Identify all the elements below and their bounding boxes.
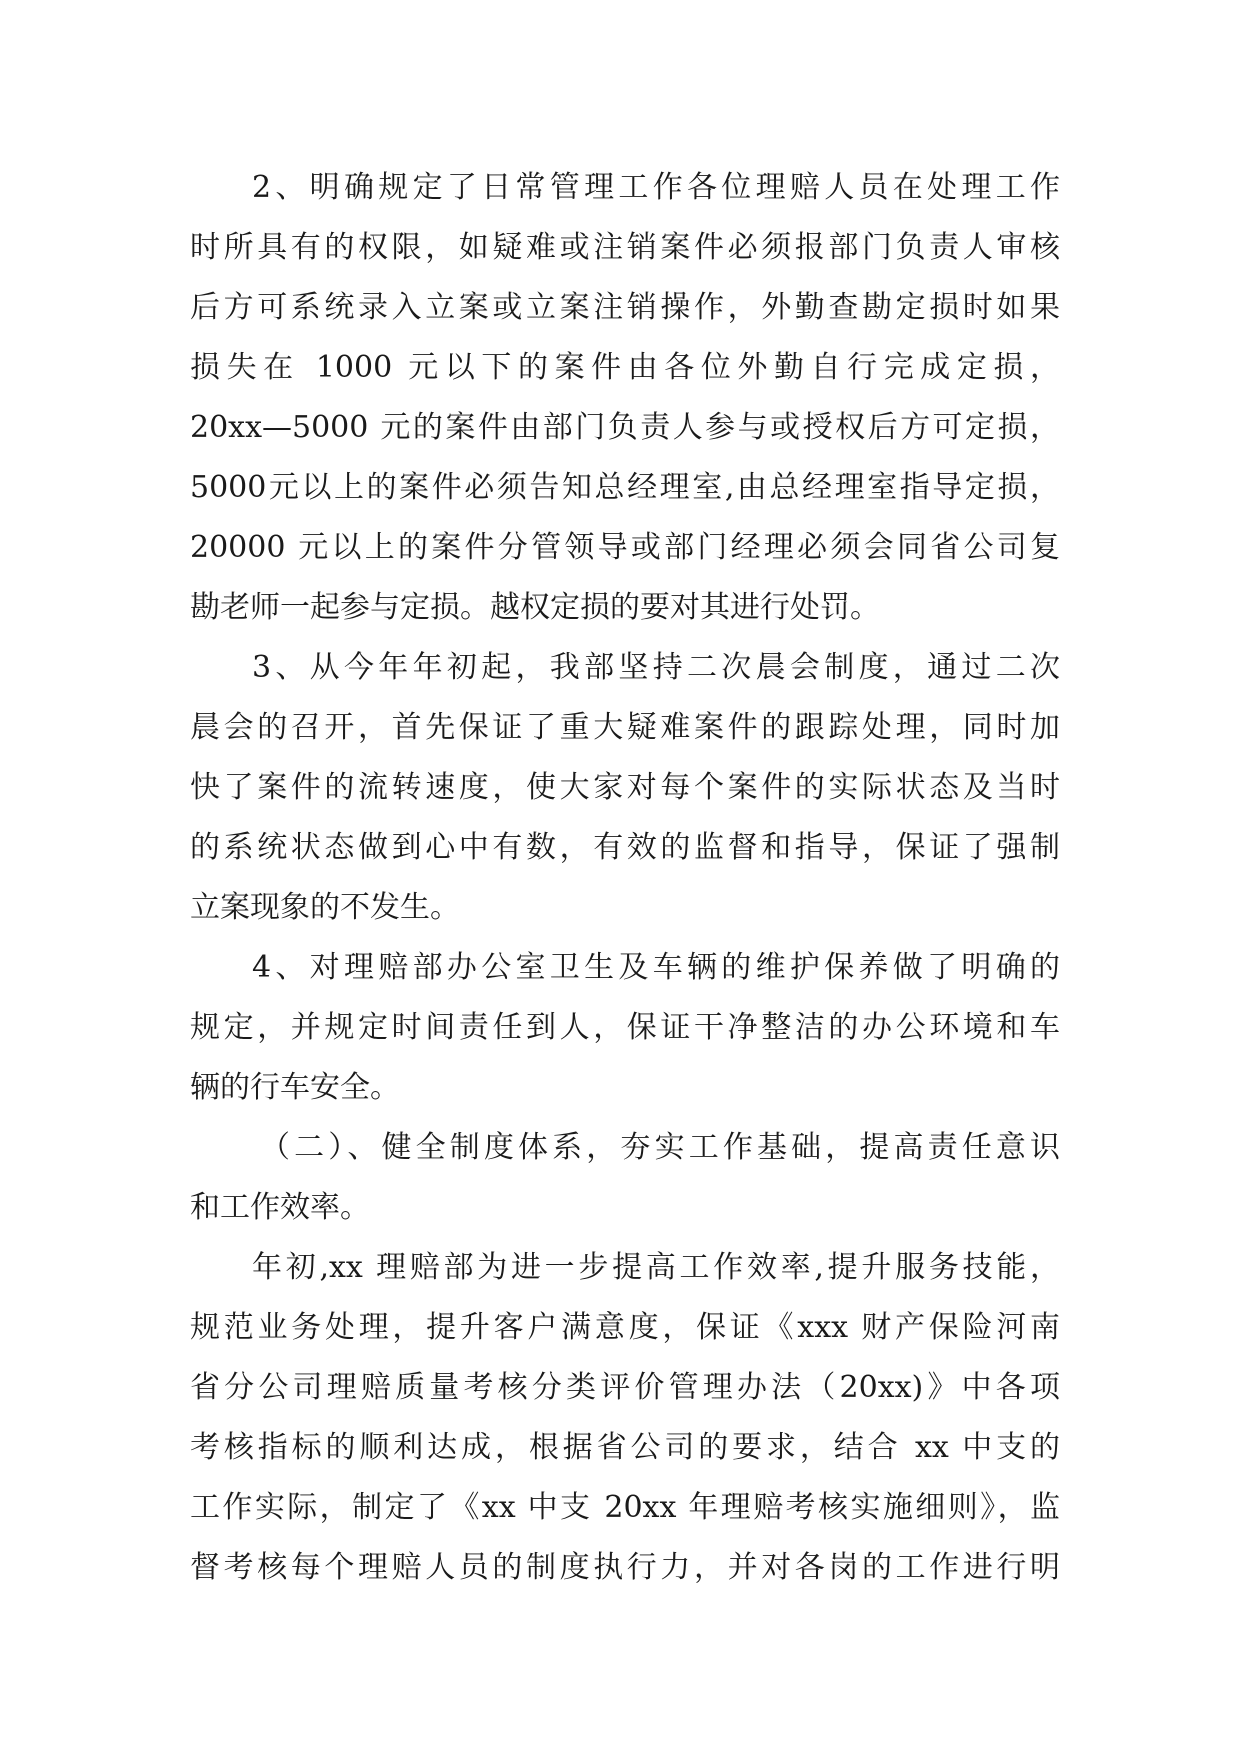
section-heading-cont: 和工作效率。 <box>190 1190 370 1225</box>
text-line: 损失在 1000 元以下的案件由各位外勤自行完成定损， <box>190 350 1060 385</box>
section-heading: （二）、健全制度体系，夯实工作基础，提高责任意识 <box>260 1130 1060 1165</box>
text-line: 5000元以上的案件必须告知总经理室,由总经理室指导定损， <box>190 470 1060 505</box>
text-line: 时所具有的权限，如疑难或注销案件必须报部门负责人审核 <box>190 230 1060 265</box>
text-line: 年初,xx 理赔部为进一步提高工作效率,提升服务技能， <box>252 1250 1060 1285</box>
document-body <box>190 158 1060 1598</box>
text-line: 晨会的召开，首先保证了重大疑难案件的跟踪处理，同时加 <box>190 710 1060 745</box>
text-line: 规定，并规定时间责任到人，保证干净整洁的办公环境和车 <box>190 1010 1060 1045</box>
text-line: 考核指标的顺利达成，根据省公司的要求，结合 xx 中支的 <box>190 1430 1060 1465</box>
text-line: 的系统状态做到心中有数，有效的监督和指导，保证了强制 <box>190 830 1060 865</box>
text-line: 20xx—5000 元的案件由部门负责人参与或授权后方可定损， <box>190 410 1060 445</box>
text-line: 勘老师一起参与定损。越权定损的要对其进行处罚。 <box>190 590 880 625</box>
text-line: 20000 元以上的案件分管领导或部门经理必须会同省公司复 <box>190 530 1060 565</box>
text-line: 工作实际，制定了《xx 中支 20xx 年理赔考核实施细则》，监 <box>190 1490 1060 1525</box>
text-line: 快了案件的流转速度，使大家对每个案件的实际状态及当时 <box>190 770 1060 805</box>
text-line: 立案现象的不发生。 <box>190 890 460 925</box>
text-line: 4、对理赔部办公室卫生及车辆的维护保养做了明确的 <box>252 950 1060 985</box>
text-line: 3、从今年年初起，我部坚持二次晨会制度，通过二次 <box>252 650 1060 685</box>
text-line: 督考核每个理赔人员的制度执行力，并对各岗的工作进行明 <box>190 1550 1060 1585</box>
text-line: 辆的行车安全。 <box>190 1070 400 1105</box>
text-line: 规范业务处理，提升客户满意度，保证《xxx 财产保险河南 <box>190 1310 1060 1345</box>
text-line: 省分公司理赔质量考核分类评价管理办法（20xx)》中各项 <box>190 1370 1060 1405</box>
text-line: 2、明确规定了日常管理工作各位理赔人员在处理工作 <box>252 170 1060 205</box>
text-line: 后方可系统录入立案或立案注销操作，外勤查勘定损时如果 <box>190 290 1060 325</box>
